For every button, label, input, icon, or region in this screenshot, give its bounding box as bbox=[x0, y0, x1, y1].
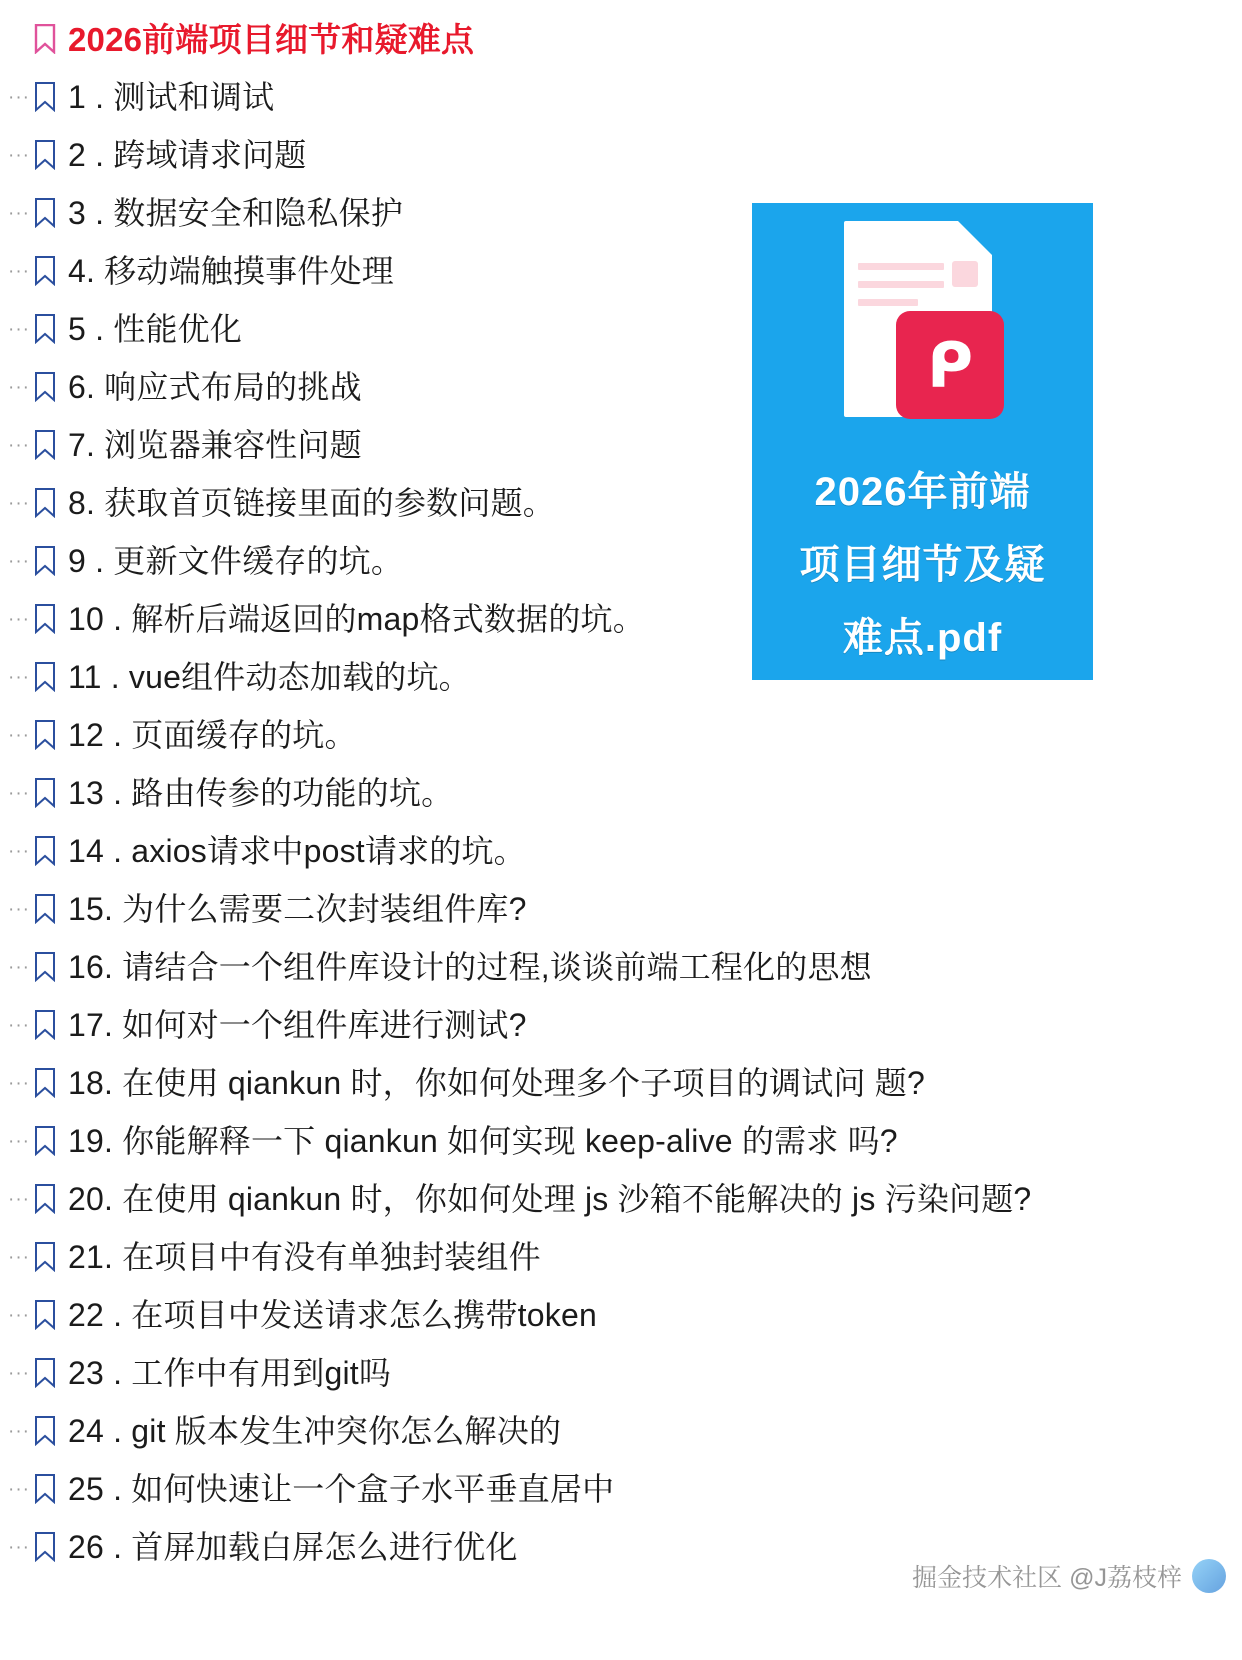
tree-line: ··· bbox=[8, 1131, 30, 1151]
bookmark-icon bbox=[34, 430, 56, 460]
bookmark-icon bbox=[34, 82, 56, 112]
tree-line: ··· bbox=[8, 841, 30, 861]
page-text-line bbox=[858, 281, 944, 288]
bookmark-icon bbox=[34, 372, 56, 402]
thumbnail-title-line-2: 项目细节及疑 bbox=[799, 543, 1046, 587]
bookmark-icon bbox=[34, 1532, 56, 1562]
thumbnail-title-line-1: 2026年前端 bbox=[814, 470, 1031, 514]
tree-line: ··· bbox=[8, 1015, 30, 1035]
watermark bbox=[912, 1558, 1226, 1594]
bookmark-icon bbox=[34, 1010, 56, 1040]
tree-line: ··· bbox=[8, 145, 30, 165]
bookmark-item-label: 4. 移动端触摸事件处理 bbox=[68, 253, 394, 289]
bookmark-icon bbox=[34, 1126, 56, 1156]
tree-line: ··· bbox=[8, 493, 30, 513]
bookmark-item[interactable] bbox=[0, 126, 1242, 184]
bookmark-item-label: 14 . axios请求中post请求的坑。 bbox=[68, 833, 526, 869]
bookmark-item-label: 13 . 路由传参的功能的坑。 bbox=[68, 775, 454, 811]
bookmark-item[interactable] bbox=[0, 1228, 1242, 1286]
bookmark-icon bbox=[34, 1358, 56, 1388]
bookmark-item[interactable] bbox=[0, 68, 1242, 126]
bookmark-icon bbox=[34, 1184, 56, 1214]
tree-line: ··· bbox=[8, 1363, 30, 1383]
bookmark-item-label: 11 . vue组件动态加载的坑。 bbox=[68, 659, 471, 695]
tree-line: ··· bbox=[8, 377, 30, 397]
bookmark-icon bbox=[34, 1300, 56, 1330]
bookmark-item-label: 5 . 性能优化 bbox=[68, 311, 243, 347]
tree-line: ··· bbox=[8, 87, 30, 107]
bookmark-item-label: 10 . 解析后端返回的map格式数据的坑。 bbox=[68, 601, 645, 637]
bookmark-item-label: 2 . 跨域请求问题 bbox=[68, 137, 307, 173]
tree-line: ··· bbox=[8, 203, 30, 223]
tree-line: ··· bbox=[8, 1073, 30, 1093]
bookmark-icon bbox=[34, 24, 56, 54]
bookmark-item-label: 17. 如何对一个组件库进行测试? bbox=[68, 1007, 527, 1043]
bookmark-item[interactable] bbox=[0, 1402, 1242, 1460]
bookmark-icon bbox=[34, 546, 56, 576]
bookmark-item-label: 25 . 如何快速让一个盒子水平垂直居中 bbox=[68, 1471, 615, 1507]
watermark-text: 掘金技术社区 @J荔枝梓 bbox=[912, 1564, 1182, 1592]
bookmark-item-label: 15. 为什么需要二次封装组件库? bbox=[68, 891, 527, 927]
bookmark-item[interactable] bbox=[0, 764, 1242, 822]
bookmark-item-label: 9 . 更新文件缓存的坑。 bbox=[68, 543, 404, 579]
tree-line: ··· bbox=[8, 1421, 30, 1441]
bookmark-item[interactable] bbox=[0, 880, 1242, 938]
page-thumb-square bbox=[952, 261, 978, 287]
bookmark-icon bbox=[34, 894, 56, 924]
tree-line: ··· bbox=[8, 261, 30, 281]
bookmark-root-label: 2026前端项目细节和疑难点 bbox=[68, 20, 475, 58]
bookmark-item-label: 3 . 数据安全和隐私保护 bbox=[68, 195, 404, 231]
bookmark-item[interactable] bbox=[0, 996, 1242, 1054]
bookmark-item[interactable] bbox=[0, 822, 1242, 880]
pdf-thumbnail[interactable] bbox=[752, 203, 1093, 680]
pdf-badge-icon: ᑭ bbox=[896, 311, 1004, 419]
bookmark-item-label: 7. 浏览器兼容性问题 bbox=[68, 427, 362, 463]
bookmark-icon bbox=[34, 488, 56, 518]
tree-line: ··· bbox=[8, 1479, 30, 1499]
bookmark-item-label: 21. 在项目中有没有单独封装组件 bbox=[68, 1239, 541, 1275]
bookmark-item[interactable] bbox=[0, 938, 1242, 996]
bookmark-item-label: 8. 获取首页链接里面的参数问题。 bbox=[68, 485, 555, 521]
bookmark-icon bbox=[34, 1242, 56, 1272]
bookmark-item[interactable] bbox=[0, 1054, 1242, 1112]
page-fold-corner bbox=[958, 221, 992, 255]
bookmark-item-label: 12 . 页面缓存的坑。 bbox=[68, 717, 357, 753]
tree-line: ··· bbox=[8, 899, 30, 919]
bookmark-icon bbox=[34, 836, 56, 866]
tree-line: ··· bbox=[8, 667, 30, 687]
bookmark-item[interactable] bbox=[0, 1460, 1242, 1518]
tree-line: ··· bbox=[8, 725, 30, 745]
tree-line: ··· bbox=[8, 783, 30, 803]
thumbnail-title-line-3: 难点.pdf bbox=[842, 616, 1003, 660]
tree-line: ··· bbox=[8, 1305, 30, 1325]
bookmark-root-item[interactable] bbox=[0, 10, 1242, 68]
tree-line: ··· bbox=[8, 1189, 30, 1209]
bookmark-item-label: 23 . 工作中有用到git吗 bbox=[68, 1355, 392, 1391]
bookmark-icon bbox=[34, 256, 56, 286]
bookmark-icon bbox=[34, 778, 56, 808]
bookmark-item-label: 26 . 首屏加载白屏怎么进行优化 bbox=[68, 1529, 518, 1565]
bookmark-icon bbox=[34, 720, 56, 750]
bookmark-item-label: 19. 你能解释一下 qiankun 如何实现 keep-alive 的需求 吗? bbox=[68, 1123, 898, 1159]
tree-line: ··· bbox=[8, 551, 30, 571]
tree-line: ··· bbox=[8, 1247, 30, 1267]
tree-line: ··· bbox=[8, 609, 30, 629]
bookmark-item-label: 20. 在使用 qiankun 时，你如何处理 js 沙箱不能解决的 js 污染问题? bbox=[68, 1181, 1032, 1217]
page-text-line bbox=[858, 263, 944, 270]
bookmark-icon bbox=[34, 1474, 56, 1504]
tree-line: ··· bbox=[8, 435, 30, 455]
bookmark-icon bbox=[34, 604, 56, 634]
bookmark-icon bbox=[34, 1416, 56, 1446]
bookmark-icon bbox=[34, 140, 56, 170]
avatar bbox=[1192, 1559, 1226, 1593]
bookmark-item-label: 24 . git 版本发生冲突你怎么解决的 bbox=[68, 1413, 562, 1449]
bookmark-item[interactable] bbox=[0, 1112, 1242, 1170]
tree-line: ··· bbox=[8, 957, 30, 977]
bookmark-item[interactable] bbox=[0, 1286, 1242, 1344]
bookmark-item-label: 6. 响应式布局的挑战 bbox=[68, 369, 362, 405]
bookmark-item-label: 22 . 在项目中发送请求怎么携带token bbox=[68, 1297, 597, 1333]
bookmark-item[interactable] bbox=[0, 706, 1242, 764]
bookmark-item-label: 1 . 测试和调试 bbox=[68, 79, 275, 115]
bookmark-icon bbox=[34, 198, 56, 228]
bookmark-item-label: 16. 请结合一个组件库设计的过程,谈谈前端工程化的思想 bbox=[68, 949, 872, 985]
bookmark-item[interactable] bbox=[0, 1170, 1242, 1228]
page-text-line bbox=[858, 299, 918, 306]
tree-line: ··· bbox=[8, 1537, 30, 1557]
bookmark-icon bbox=[34, 314, 56, 344]
bookmark-icon bbox=[34, 1068, 56, 1098]
bookmark-item-label: 18. 在使用 qiankun 时，你如何处理多个子项目的调试问 题? bbox=[68, 1065, 925, 1101]
bookmark-icon bbox=[34, 662, 56, 692]
bookmark-icon bbox=[34, 952, 56, 982]
tree-line: ··· bbox=[8, 319, 30, 339]
bookmark-item[interactable] bbox=[0, 1344, 1242, 1402]
